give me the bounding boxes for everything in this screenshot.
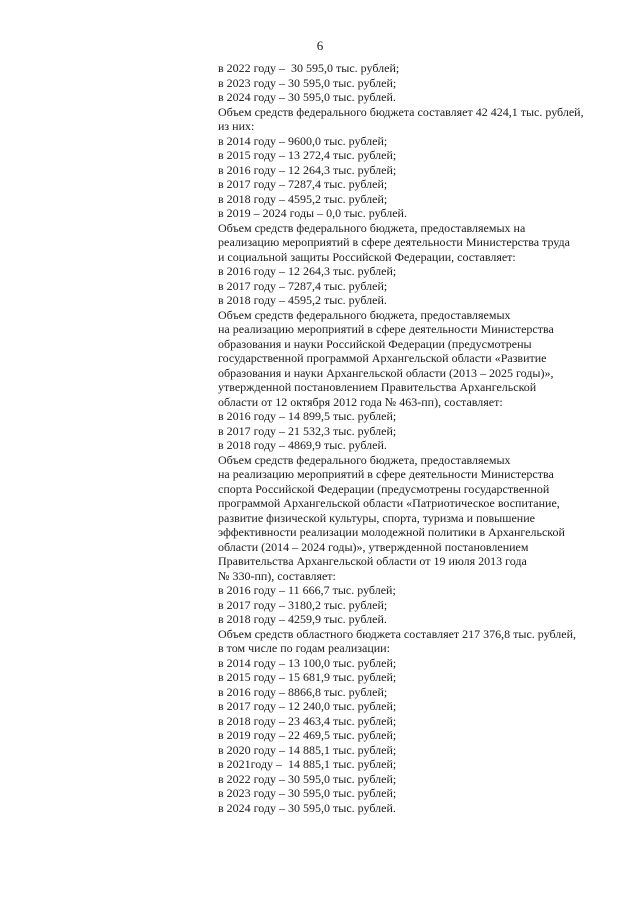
text-line: № 330-пп), составляет:	[218, 568, 336, 583]
text-line: в 2024 году – 30 595,0 тыс. рублей.	[218, 800, 396, 815]
text-line: в 2020 году – 14 885,1 тыс. рублей;	[218, 742, 397, 757]
text-line: развитие физической культуры, спорта, туризма и повышение	[218, 510, 535, 525]
text-line: в 2018 году – 23 463,4 тыс. рублей;	[218, 713, 397, 728]
text-line: в 2017 году – 7287,4 тыс. рублей;	[218, 177, 388, 191]
text-line: образования и науки Российской Федерации (предусмотрены	[218, 336, 532, 351]
text-line: в 2023 году – 30 595,0 тыс. рублей;	[218, 75, 397, 90]
text-line: программой Архангельской области «Патриотическое воспитание,	[218, 496, 560, 510]
text-line: государственной программой Архангельской области «Развитие	[218, 351, 547, 365]
text-line: в 2016 году – 8866,8 тыс. рублей;	[218, 684, 388, 699]
text-line: в 2014 году – 13 100,0 тыс. рублей;	[218, 655, 397, 670]
page-number: 6	[316, 38, 324, 53]
text-line: в 2018 году – 4259,9 тыс. рублей.	[218, 612, 387, 626]
text-line: в 2022 году – 30 595,0 тыс. рублей;	[218, 771, 397, 786]
text-line: эффективности реализации молодежной политики в Архангельской	[218, 525, 565, 539]
text-line: в 2017 году – 7287,4 тыс. рублей;	[218, 278, 388, 293]
text-line: в 2017 году – 21 532,3 тыс. рублей;	[218, 423, 397, 438]
text-line: в 2018 году – 4869,9 тыс. рублей.	[218, 438, 387, 452]
text-line: области (2014 – 2024 годы)», утвержденной постановлением	[218, 539, 529, 554]
text-line: Объем средств федерального бюджета, предоставляемых	[218, 452, 511, 467]
text-line: Объем средств федерального бюджета, предоставляемых	[218, 307, 511, 322]
text-line: Объем средств федерального бюджета составляет 42 424,1 тыс. рублей,	[218, 104, 584, 119]
text-line: спорта Российской Федерации (предусмотрены государственной	[218, 481, 550, 496]
text-line: в 2024 году – 30 595,0 тыс. рублей.	[218, 90, 396, 104]
text-line: в 2016 году – 12 264,3 тыс. рублей;	[218, 264, 397, 278]
text-line: в 2016 году – 14 899,5 тыс. рублей;	[218, 409, 397, 423]
document-body	[218, 61, 618, 815]
text-line: в 2018 году – 4595,2 тыс. рублей.	[218, 293, 387, 307]
text-line: Правительства Архангельской области от 19 июля 2013 года	[218, 554, 527, 568]
text-line: образования и науки Архангельской области (2013 – 2025 годы)»,	[218, 365, 554, 380]
text-line: в том числе по годам реализации:	[218, 641, 390, 655]
text-line: в 2015 году – 13 272,4 тыс. рублей;	[218, 148, 397, 162]
text-line: области от 12 октября 2012 года № 463-пп), составляет:	[218, 394, 503, 409]
text-line: в 2015 году – 15 681,9 тыс. рублей;	[218, 670, 397, 684]
text-line: в 2018 году – 4595,2 тыс. рублей;	[218, 191, 388, 206]
text-line: в 2022 году – 30 595,0 тыс. рублей;	[218, 61, 400, 75]
text-line: на реализацию мероприятий в сфере деятельности Министерства	[218, 322, 554, 336]
text-line: в 2017 году – 3180,2 тыс. рублей;	[218, 597, 388, 612]
text-line: в 2019 году – 22 469,5 тыс. рублей;	[218, 728, 397, 742]
text-line: в 2016 году – 12 264,3 тыс. рублей;	[218, 162, 397, 177]
text-line: в 2017 году – 12 240,0 тыс. рублей;	[218, 699, 397, 713]
text-line: реализацию мероприятий в сфере деятельности Министерства труда	[218, 235, 570, 249]
text-line: Объем средств федерального бюджета, предоставляемых на	[218, 220, 526, 235]
text-line: и социальной защиты Российской Федерации, составляет:	[218, 249, 516, 264]
text-line: в 2021году – 14 885,1 тыс. рублей;	[218, 757, 397, 771]
text-line: в 2023 году – 30 595,0 тыс. рублей;	[218, 786, 397, 800]
text-line: Объем средств областного бюджета составляет 217 376,8 тыс. рублей,	[218, 626, 577, 641]
text-line: на реализацию мероприятий в сфере деятельности Министерства	[218, 467, 554, 481]
text-line: в 2019 – 2024 годы – 0,0 тыс. рублей.	[218, 206, 407, 220]
text-line: из них:	[218, 119, 255, 133]
text-line: в 2014 году – 9600,0 тыс. рублей;	[218, 133, 388, 148]
text-line: утвержденной постановлением Правительства Архангельской	[218, 380, 537, 394]
text-line: в 2016 году – 11 666,7 тыс. рублей;	[218, 583, 396, 597]
